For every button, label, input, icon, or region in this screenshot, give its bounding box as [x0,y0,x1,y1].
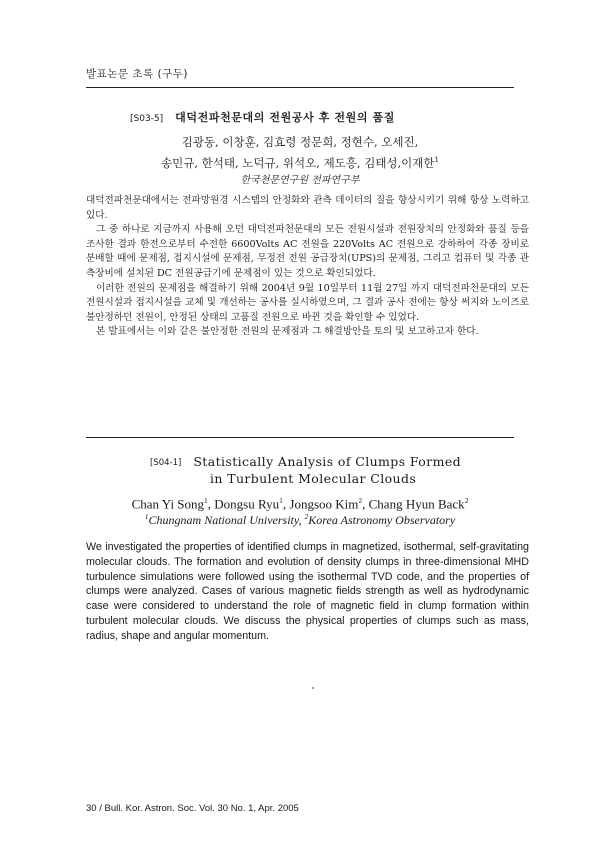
abstract2-affiliations [86,512,514,528]
abstract2-title-line2: in Turbulent Molecular Clouds [210,471,417,486]
author-name: Jongsoo Kim [289,496,359,512]
abstract1-authors-sup: 1 [434,156,439,164]
abstract1-paragraph: 본 발표에서는 이와 같은 불안정한 전원의 문제점과 그 해결방안을 토의 및 보고하고자 한다. [96,326,479,338]
abstract1-paragraph: 이러한 전원의 문제점을 해결하기 위해 2004년 9월 10일부터 11월 27일 까지 대덕전파천문대의 모든 전원시설과 접지시설을 교체 및 개선하는 공사를 실시하였으며, 그 결과 공사 전에는 항상 써지와 노이즈로 불안정하던 전원이, 안정된 상태의 고품질 전원으로 바뀐 것을 확인할 수 있었다. [86,282,529,323]
abstract1-code: [S03-5] [130,114,164,124]
author-sup: 2 [358,496,363,505]
author-name: Chan Yi Song [131,496,205,512]
affiliation-sup: 1 [144,512,149,521]
abstract2-authors: Chan Yi Song$^1$, Dongsu Ryu$^1$, Jongsoo Kim$^2$, Chang Hyun Back$^2$ [131,496,469,512]
author-sup: 2 [464,496,469,505]
abstract1-authors-line2: 송민규, 한석태, 노덕규, 위석오, 제도흥, 김태성,이재한 [161,155,435,170]
scan-speck [312,687,314,689]
abstract2-code: [S04-1] [150,458,182,468]
header-divider [86,87,514,88]
section-divider [86,437,514,438]
author-name: Chang Hyun Back [368,496,465,512]
abstract2-title-block [150,454,490,487]
abstract1-paragraph: 그 중 하나로 지금까지 사용해 오던 대덕전파천문대의 모든 전원시설과 전원장치의 안정화와 품질 등을 조사한 결과 한전으로부터 수전한 6600Volts AC 전원을 220Volts AC 전원으로 강하하여 각종 장비로 분배할 때에 문제점, 접지시설에 문제점, 무정전 전원 공급장치(UPS)의 문제점, 그리고 컴퓨터 및 각종 관측장비에 설치된 DC 전원공급기에 문제점이 있는 것으로 확인되었다. [86,224,529,279]
section-label: 발표논문 초록 (구두) [86,68,189,80]
author-sup: 1 [204,496,208,505]
abstract1-affiliation: 한국천문연구원 전파연구부 [240,175,360,186]
author-sup: 1 [279,496,283,505]
page-footer: 30 / Bull. Kor. Astron. Soc. Vol. 30 No. 1, Apr. 2005 [86,803,299,814]
abstract1-title-block [130,109,510,125]
abstract1-title: 대덕전파천문대의 전원공사 후 전원의 품질 [175,111,395,124]
abstract1-body [86,194,529,340]
abstract1-authors [86,133,514,172]
abstract1-paragraph: 대덕전파천문대에서는 전파망원경 시스템의 안정화와 관측 데이터의 질을 향상시키기 위해 항상 노력하고 있다. [86,195,529,221]
affiliation-name: Chungnam National University, [148,513,302,527]
author-name: Dongsu Ryu [214,496,280,512]
abstract1-authors-line2-wrap [86,151,514,172]
abstract2-title-line1: Statistically Analysis of Clumps Formed [193,454,462,469]
affiliation-sup: 2 [304,512,309,521]
abstract2-body: We investigated the properties of identified clumps in magnetized, isothermal, self-gravitating molecular clouds. The formation and evolution of density clumps in three-dimensional MHD turbulence simulations were followed using the isothermal TVD code, and the properties of clumps were analyzed. Cases of various magnetic fields strength as well as hydrodynamic case were considered to understand the role of magnetic field in clump formation within turbulent molecular clouds. We discuss the physical properties of clumps such as mass, radius, shape and angular momentum. [86,541,529,642]
affiliation-name: Korea Astronomy Observatory [308,513,456,527]
abstract1-authors-line1: 김광동, 이창훈, 김효령 정문희, 정현수, 오세진, [181,135,419,149]
